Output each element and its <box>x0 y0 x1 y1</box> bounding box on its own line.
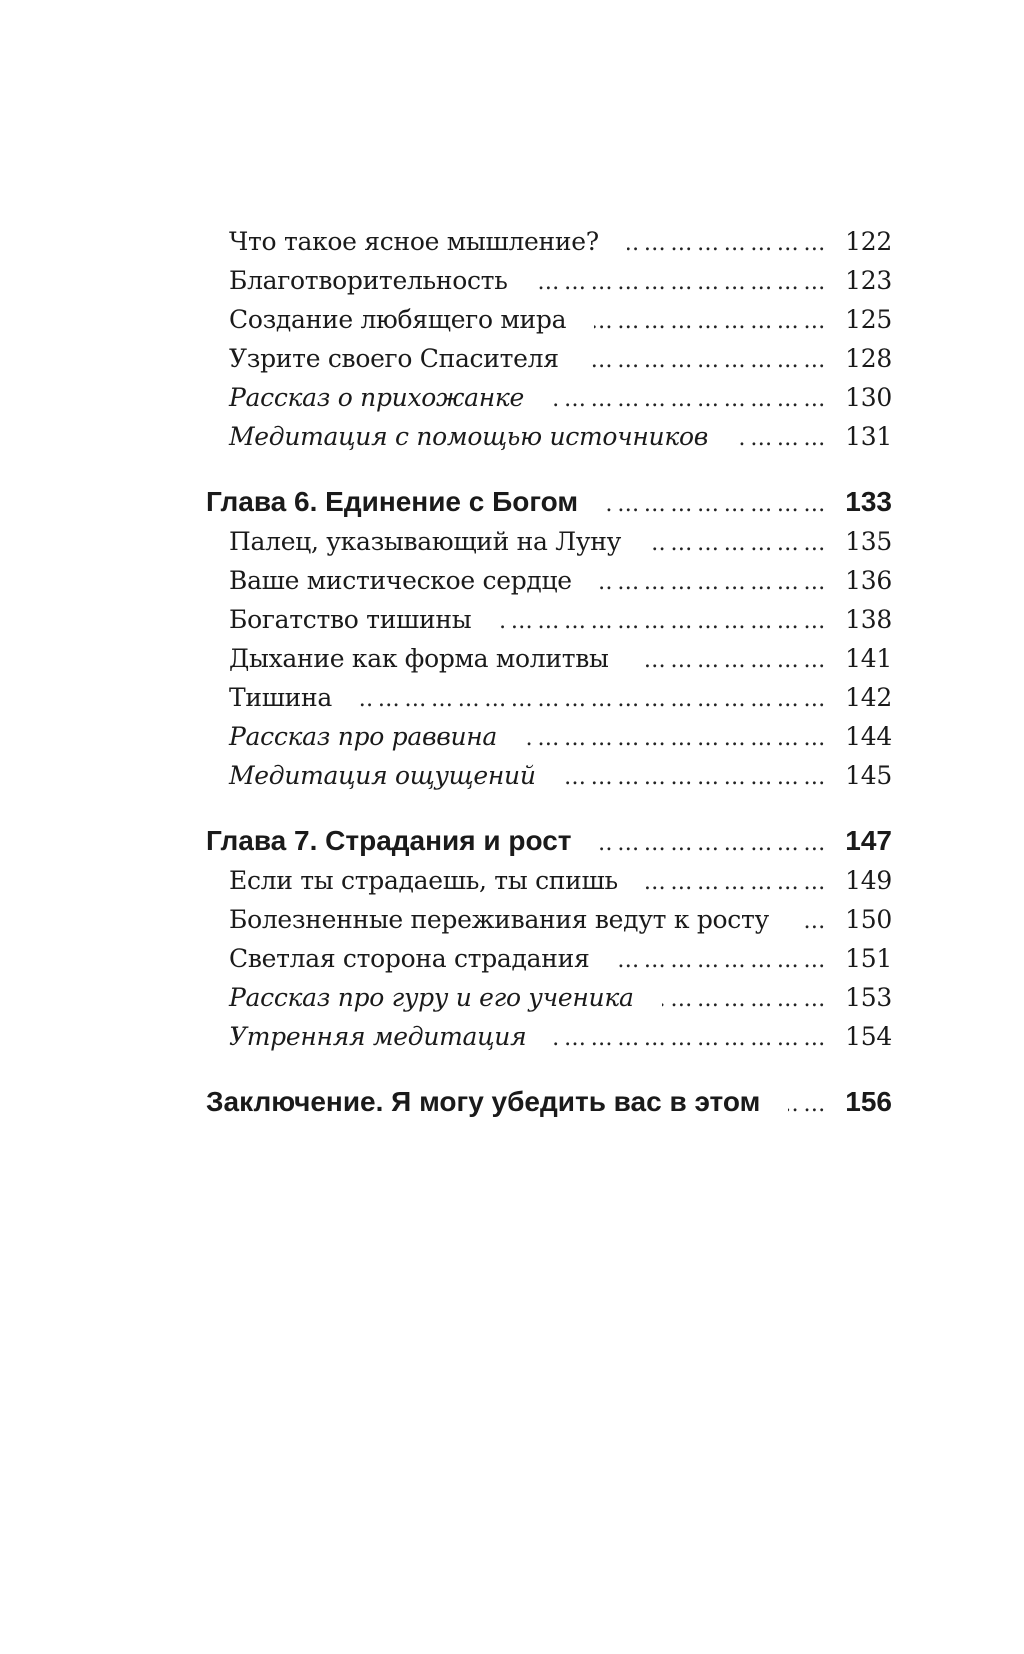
toc-entry-rabbi-story[interactable] <box>206 717 892 756</box>
toc-chapter-7[interactable] <box>206 821 892 861</box>
chapter-title: Глава 7. Страдания и рост <box>206 825 572 856</box>
dot-leader <box>606 485 830 525</box>
dot-leader <box>600 563 830 602</box>
toc-entry-page: 128 <box>845 344 892 373</box>
toc-entry-clear-thinking[interactable] <box>206 222 892 261</box>
chapter-title: Глава 6. Единение с Богом <box>206 486 579 517</box>
toc-entry-loving-world[interactable] <box>206 300 892 339</box>
toc-entry-page: 138 <box>845 605 892 634</box>
toc-entry-title: Рассказ про раввина <box>229 722 498 751</box>
toc-entry-parishioner-story[interactable] <box>206 378 892 417</box>
dot-leader <box>587 341 830 380</box>
toc-entry-page: 145 <box>845 761 892 790</box>
toc-entry-title: Богатство тишины <box>229 605 472 634</box>
dot-leader <box>617 941 830 980</box>
dot-leader <box>564 758 830 797</box>
dot-leader <box>627 224 830 263</box>
toc-entry-charity[interactable] <box>206 261 892 300</box>
toc-entry-title: Тишина <box>229 683 333 712</box>
toc-entry-page: 142 <box>845 683 892 712</box>
toc-entry-title: Медитация с помощью источников <box>229 422 708 451</box>
dot-leader <box>499 602 830 641</box>
chapter-page: 147 <box>845 825 892 856</box>
toc-entry-sources-meditation[interactable] <box>206 417 892 456</box>
toc-entry-page: 136 <box>845 566 892 595</box>
toc-entry-title: Благотворительность <box>229 266 508 295</box>
dot-leader <box>662 980 830 1019</box>
toc-entry-title: Создание любящего мира <box>229 305 567 334</box>
chapter-title: Заключение. Я могу убедить вас в этом <box>206 1086 761 1117</box>
toc-entry-title: Что такое ясное мышление? <box>229 227 599 256</box>
toc-entry-silence[interactable] <box>206 678 892 717</box>
toc-entry-mystic-heart[interactable] <box>206 561 892 600</box>
toc-entry-title: Медитация ощущений <box>229 761 536 790</box>
toc-entry-title: Дыхание как форма молитвы <box>229 644 609 673</box>
dot-leader <box>594 302 830 341</box>
toc-entry-finger-moon[interactable] <box>206 522 892 561</box>
toc-entry-title: Утренняя медитация <box>229 1022 527 1051</box>
dot-leader <box>554 1019 830 1058</box>
dot-leader <box>797 902 830 941</box>
toc-entry-page: 150 <box>845 905 892 934</box>
dot-leader <box>360 680 830 719</box>
toc-entry-title: Рассказ про гуру и его ученика <box>229 983 634 1012</box>
dot-leader <box>536 263 830 302</box>
chapter-page: 156 <box>845 1086 892 1117</box>
toc-entry-page: 130 <box>845 383 892 412</box>
toc-entry-page: 151 <box>845 944 892 973</box>
toc-entry-title: Светлая сторона страдания <box>229 944 590 973</box>
dot-leader <box>525 719 830 758</box>
toc-entry-page: 154 <box>845 1022 892 1051</box>
toc-entry-bright-side[interactable] <box>206 939 892 978</box>
toc-entry-painful-growth[interactable] <box>206 900 892 939</box>
toc-entry-page: 123 <box>845 266 892 295</box>
toc-conclusion[interactable] <box>206 1082 892 1122</box>
dot-leader <box>788 1085 830 1125</box>
toc-entry-page: 144 <box>845 722 892 751</box>
toc-entry-wealth-of-silence[interactable] <box>206 600 892 639</box>
dot-leader <box>646 863 830 902</box>
dot-leader <box>649 524 830 563</box>
toc-entry-page: 122 <box>845 227 892 256</box>
table-of-contents <box>206 222 892 1122</box>
dot-leader <box>599 824 830 864</box>
toc-entry-title: Болезненные переживания ведут к росту <box>229 905 769 934</box>
toc-entry-page: 135 <box>845 527 892 556</box>
toc-entry-title: Палец, указывающий на Луну <box>229 527 622 556</box>
toc-entry-guru-story[interactable] <box>206 978 892 1017</box>
toc-entry-page: 153 <box>845 983 892 1012</box>
chapter-page: 133 <box>845 486 892 517</box>
toc-entry-page: 125 <box>845 305 892 334</box>
dot-leader <box>637 641 830 680</box>
toc-entry-suffering-sleep[interactable] <box>206 861 892 900</box>
toc-entry-saviour[interactable] <box>206 339 892 378</box>
dot-leader <box>552 380 830 419</box>
dot-leader <box>736 419 830 458</box>
toc-entry-title: Если ты страдаешь, ты спишь <box>229 866 618 895</box>
toc-entry-breathing-prayer[interactable] <box>206 639 892 678</box>
toc-entry-sensations-meditation[interactable] <box>206 756 892 795</box>
toc-entry-title: Рассказ о прихожанке <box>229 383 525 412</box>
toc-entry-page: 131 <box>845 422 892 451</box>
toc-entry-page: 141 <box>845 644 892 673</box>
toc-entry-morning-meditation[interactable] <box>206 1017 892 1056</box>
toc-entry-title: Узрите своего Спасителя <box>229 344 559 373</box>
toc-entry-page: 149 <box>845 866 892 895</box>
toc-chapter-6[interactable] <box>206 482 892 522</box>
toc-entry-title: Ваше мистическое сердце <box>229 566 572 595</box>
